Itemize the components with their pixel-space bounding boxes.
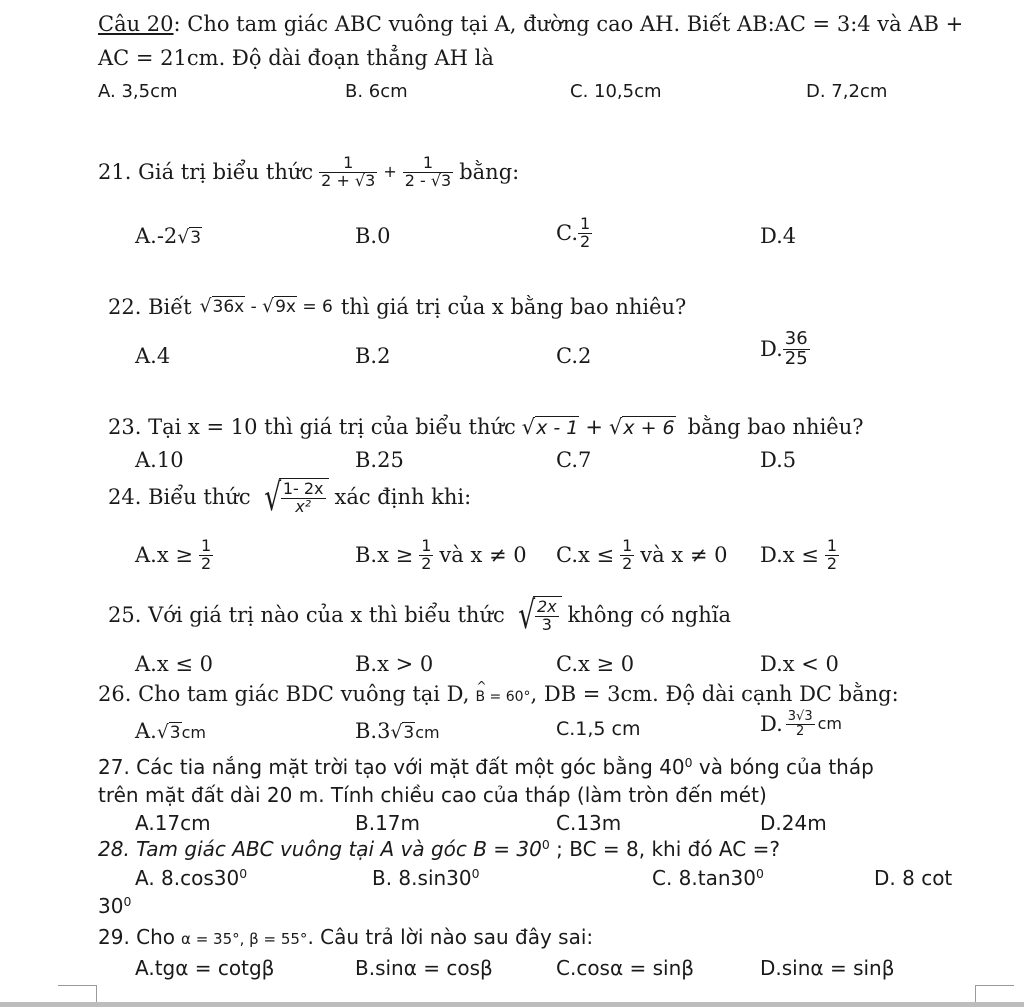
q21-opta-label: A.-2 xyxy=(135,224,178,248)
q22-equals: = 6 xyxy=(296,297,333,318)
q26-optd-label: D. xyxy=(760,712,783,737)
q25-den: 3 xyxy=(541,615,552,634)
q28-text-a: 28. Tam giác ABC vuông tại A và góc B = 30 xyxy=(98,837,542,861)
q20-option-d: D. 7,2cm xyxy=(806,81,888,102)
q26-option-b xyxy=(355,719,440,744)
q23-prefix: 23. Tại x = 10 thì giá trị của biểu thức xyxy=(108,415,516,440)
q25-prefix: 25. Với giá trị nào của x thì biểu thức xyxy=(108,602,505,627)
q24-optb-den: 2 xyxy=(421,553,432,573)
q26-stem xyxy=(98,682,899,706)
q26-option-c: C.1,5 cm xyxy=(556,718,641,740)
q27-line2: trên mặt đất dài 20 m. Tính chiều cao của tháp (làm tròn đến mét) xyxy=(98,783,767,807)
q24-optb-label: B.x ≥ xyxy=(355,543,414,568)
q22-optd-num: 36 xyxy=(784,328,808,349)
q23-radicand-2: x + 6 xyxy=(623,417,675,439)
q25-option-c: C.x ≥ 0 xyxy=(556,652,635,676)
q24-optc-num: 1 xyxy=(622,536,633,555)
q27-option-b: B.17m xyxy=(355,811,421,835)
q24-opta-den: 2 xyxy=(200,553,212,573)
q23-stem xyxy=(108,415,864,440)
q23-option-a: A.10 xyxy=(135,448,184,472)
q26-optb-unit: cm xyxy=(415,723,440,742)
q24-optd-den: 2 xyxy=(826,553,838,573)
q24-suffix: xác định khi: xyxy=(334,484,472,509)
q24-fraction xyxy=(281,481,326,516)
q22-option-a: A.4 xyxy=(135,344,171,368)
q27-degree: 0 xyxy=(684,755,693,771)
q21-optc-label: C. xyxy=(556,221,578,246)
q28-degree: 0 xyxy=(541,837,550,853)
q23-sqrt-2: √x + 6 xyxy=(608,415,675,439)
q21-frac2-num: 1 xyxy=(403,155,454,173)
q24-opta-label: A.x ≥ xyxy=(135,543,193,568)
q21-plus: + xyxy=(383,162,397,182)
q28-line1 xyxy=(98,838,780,861)
q20-text: : Cho tam giác ABC vuông tại A, đường cao AH. Biết AB:AC = 3:4 và AB + xyxy=(173,12,964,36)
q21-option-b: B.0 xyxy=(355,224,391,248)
q22-option-c: C.2 xyxy=(556,344,592,368)
q22-option-b: B.2 xyxy=(355,344,391,368)
q26-optd-num: 3√3 xyxy=(787,709,813,724)
q28-optc-degree: 0 xyxy=(755,866,764,882)
q22-sqrt-2: √9x xyxy=(262,296,296,318)
q26-suffix: , DB = 3cm. Độ dài cạnh DC bằng: xyxy=(530,682,899,706)
q21-stem xyxy=(98,155,519,190)
q24-optd-num: 1 xyxy=(826,536,838,555)
q26-opta-sqrt: √3 xyxy=(156,722,181,743)
q27-option-a: A.17cm xyxy=(135,811,211,835)
q22-stem xyxy=(108,295,686,319)
q22-optd-label: D. xyxy=(760,337,783,362)
q26-opta-label: A. xyxy=(135,719,157,743)
q22-equation xyxy=(200,296,333,318)
q27-option-c: C.13m xyxy=(556,811,622,835)
q24-option-b xyxy=(355,538,527,573)
q24-optb-tail: và x ≠ 0 xyxy=(439,543,527,568)
q21-frac1-den: 2 + √3 xyxy=(321,170,376,190)
q26-optd-fraction xyxy=(786,710,815,738)
q29-option-c: C.cosα = sinβ xyxy=(556,956,695,980)
q25-fraction xyxy=(535,599,559,634)
q29-option-d: D.sinα = sinβ xyxy=(760,956,895,980)
q24-optc-label: C.x ≤ xyxy=(556,543,615,568)
q27-line1 xyxy=(98,756,874,779)
q26-angle-b: ^ B = 60° xyxy=(475,689,530,705)
q28-option-c xyxy=(652,867,764,890)
q20-number: Câu 20 xyxy=(98,12,174,36)
q21-option-d: D.4 xyxy=(760,224,797,248)
q28-optd-wrap-text: 30 xyxy=(98,894,124,918)
q22-option-d xyxy=(760,330,810,369)
q20-line1 xyxy=(98,12,963,36)
q21-frac1-num: 1 xyxy=(319,155,377,173)
q20-option-c: C. 10,5cm xyxy=(570,81,662,102)
q28-opta-degree: 0 xyxy=(239,866,248,882)
q21-optc-den: 2 xyxy=(580,231,591,251)
q22-minus: - xyxy=(245,297,263,318)
q26-optd-unit: cm xyxy=(817,713,842,733)
q23-sqrt-1: √x - 1 xyxy=(521,415,579,439)
q24-option-d xyxy=(760,538,839,573)
q26-opta-unit: cm xyxy=(181,723,206,742)
q26-option-a xyxy=(135,719,206,744)
q28-opta-text: A. 8.cos30 xyxy=(135,866,240,890)
q28-option-b xyxy=(372,867,480,890)
q24-sqrt: √ $\frac{1- 2x}{\text{x²}}$ xyxy=(257,478,329,516)
q24-opta-num: 1 xyxy=(200,536,212,555)
q28-text-b: ; BC = 8, khi đó AC =? xyxy=(549,837,780,861)
q21-suffix: bằng: xyxy=(459,160,520,185)
q24-num: 1- 2x xyxy=(282,479,324,499)
q24-opta-fraction xyxy=(199,538,213,573)
q24-optb-fraction xyxy=(419,538,433,573)
q21-fraction-1 xyxy=(319,155,377,190)
q22-radicand-2: 9x xyxy=(275,297,296,318)
q29-option-b: B.sinα = cosβ xyxy=(355,956,493,980)
q22-sqrt-1: √36x xyxy=(199,296,245,318)
q28-optb-degree: 0 xyxy=(471,866,480,882)
q24-option-c xyxy=(556,538,728,573)
q23-plus: + xyxy=(585,415,603,440)
q22-optd-den: 25 xyxy=(784,347,808,369)
q24-optb-num: 1 xyxy=(421,536,432,555)
q28-option-d: D. 8 cot xyxy=(874,866,953,890)
q24-prefix: 24. Biểu thức xyxy=(108,484,251,509)
q25-option-a: A.x ≤ 0 xyxy=(135,652,213,676)
q28-optb-text: B. 8.sin30 xyxy=(372,866,472,890)
q20-option-b: B. 6cm xyxy=(345,81,408,102)
q25-stem xyxy=(108,593,731,637)
q25-sqrt: √ $\frac{2x}{3}$ xyxy=(511,596,562,634)
q21-prefix: 21. Giá trị biểu thức xyxy=(98,160,314,185)
q26-optb-label: B.3 xyxy=(355,719,391,743)
q27-text-a: 27. Các tia nắng mặt trời tạo với mặt đất một góc bằng 40 xyxy=(98,755,685,779)
q26-option-d xyxy=(760,710,842,738)
q28-option-d-wrap xyxy=(98,895,131,918)
q29-stem xyxy=(98,926,593,949)
q28-optc-text: C. 8.tan30 xyxy=(652,866,756,890)
q26-opta-radicand: 3 xyxy=(169,723,181,743)
q24-optc-fraction xyxy=(620,538,634,573)
q20-option-a: A. 3,5cm xyxy=(98,81,178,102)
q26-optd-den: 2 xyxy=(796,723,805,739)
q23-option-c: C.7 xyxy=(556,448,592,472)
q29-option-a: A.tgα = cotgβ xyxy=(135,956,275,980)
q28-optd-degree: 0 xyxy=(123,894,132,910)
q29-suffix: . Câu trả lời nào sau đây sai: xyxy=(307,925,594,949)
q20-line2: AC = 21cm. Độ dài đoạn thẳng AH là xyxy=(98,46,494,70)
q21-optc-fraction xyxy=(578,216,592,251)
q21-opta-radicand: 3 xyxy=(190,228,202,248)
q24-option-a xyxy=(135,538,213,573)
q21-optc-num: 1 xyxy=(580,214,591,233)
q27-text-b: và bóng của tháp xyxy=(692,755,874,779)
q25-option-b: B.x > 0 xyxy=(355,652,434,676)
q21-frac2-den: 2 - √3 xyxy=(404,170,452,190)
q23-suffix: bằng bao nhiêu? xyxy=(687,415,864,440)
q29-prefix: 29. Cho xyxy=(98,925,176,949)
q24-den: x² xyxy=(295,497,312,516)
q22-radicand-1: 36x xyxy=(212,297,245,318)
q21-opta-sqrt: √3 xyxy=(177,227,202,248)
q24-optd-label: D.x ≤ xyxy=(760,543,819,568)
q21-option-a xyxy=(135,224,202,249)
q25-option-d: D.x < 0 xyxy=(760,652,839,676)
q22-suffix: thì giá trị của x bằng bao nhiêu? xyxy=(340,295,687,319)
q25-suffix: không có nghĩa xyxy=(567,602,731,627)
q24-optd-fraction xyxy=(825,538,839,573)
q29-condition: α = 35°, β = 55° xyxy=(181,930,308,948)
q28-option-a xyxy=(135,867,247,890)
q23-radicand-1: x - 1 xyxy=(536,417,579,439)
q23-option-b: B.25 xyxy=(355,448,404,472)
q24-optc-den: 2 xyxy=(622,553,633,573)
page-bottom-edge xyxy=(0,1002,1024,1007)
q21-option-c xyxy=(556,216,592,251)
q22-prefix: 22. Biết xyxy=(108,295,192,319)
q22-optd-fraction xyxy=(783,330,810,369)
q26-optb-sqrt: √3 xyxy=(390,722,415,743)
q24-stem xyxy=(108,475,472,519)
q21-fraction-2 xyxy=(403,155,454,190)
q24-optc-tail: và x ≠ 0 xyxy=(640,543,728,568)
q26-optb-radicand: 3 xyxy=(403,723,415,743)
q23-option-d: D.5 xyxy=(760,448,797,472)
q27-option-d: D.24m xyxy=(760,811,827,835)
q26-prefix: 26. Cho tam giác BDC vuông tại D, xyxy=(98,682,470,706)
q25-num: 2x xyxy=(536,597,557,617)
